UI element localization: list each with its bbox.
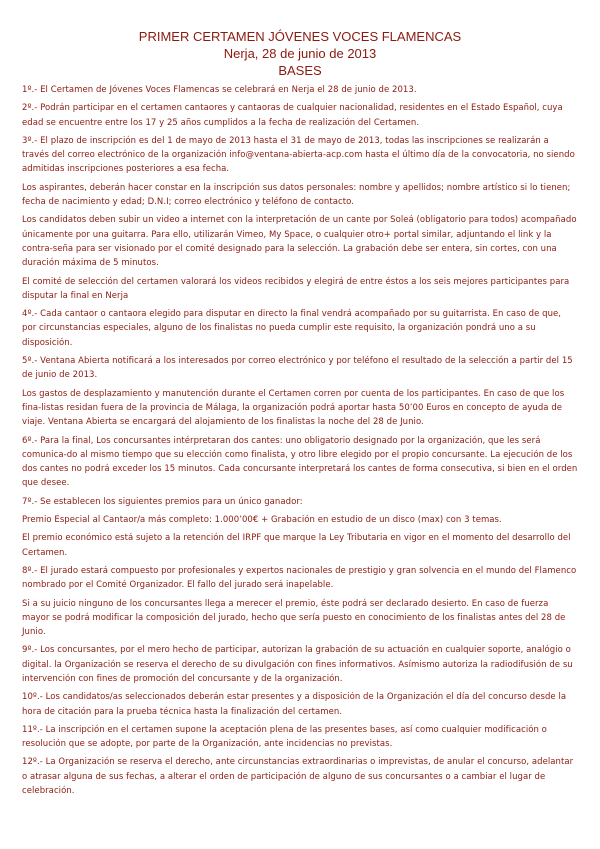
paragraph: Los aspirantes, deberán hacer constar en la inscripción sus datos personales: nombre y apellidos; nombre artístico si lo tienen; fecha de nacimiento y edad; D.N.I; correo electrónico y teléfono de contacto. xyxy=(22,182,571,208)
paragraph: Los candidatos deben subir un video a internet con la interpretación de un cante por Soleá (obligatorio para todos) acompañado únicamente por una guitarra. Para ello, utilizarán Vimeo, My Space, o cualquier otro+ portal similar, adjuntando el link y la contra-seña para ser visionado por el comité designado para la selección. La grabación debe ser entera, sin cortes, con una duración máxima de 5 minutos. xyxy=(22,215,577,269)
paragraph: El comité de selección del certamen valorará los videos recibidos y elegirá de entre éstos a los seis mejores participantes para disputar la final en Nerja xyxy=(22,276,570,301)
paragraph: 5º.- Ventana Abierta notificará a los interesados por correo electrónico y por teléfono el resultado de la selección a partir del 15 de junio de 2013. xyxy=(22,356,573,381)
paragraph: 11º.- La inscripción en el certamen supone la aceptación plena de las presentes bases, así como cualquier modificación o resolución que se adopte, por parte de la Organización, ante incidencias no previstas. xyxy=(22,724,547,750)
paragraph: 6º.- Para la final, Los concursantes intérpretaran dos cantes: uno obligatorio designado por la organización, que les será comunica-do al mismo tiempo que su elección como finalista, y otro libre elegido por el propio concursante. La ejecución de los dos cantes no podrá exceder los 15 minutos. Cada concursante interpretará los cantes de forma consecutiva, si bien en el orden que desee. xyxy=(22,435,578,489)
paragraph: Los gastos de desplazamiento y manutención durante el Certamen corren por cuenta de los participantes. En caso de que los fina-listas residan fuera de la provincia de Málaga, la organización podrá aportar hasta 50’00 Euros en concepto de ayuda de viaje. Ventana Abierta se encargará del alojamiento de los finalistas la noche del 28 de Junio. xyxy=(22,388,565,428)
paragraph: 7º.- Se establecen los siguientes premios para un único ganador: xyxy=(22,496,303,507)
paragraph: 8º.- El jurado estará compuesto por profesionales y expertos nacionales de prestigio y gran solvencia en el mundo del Flamenco nombrado por el Comité Organizador. El fallo del jurado será inapelable. xyxy=(22,565,577,591)
paragraph: 2º.- Podrán participar en el certamen cantaores y cantaoras de cualquier nacionalidad, residentes en el Estado Español, cuya edad se encuentre entre los 17 y 25 años cumplidos a la fecha de realización del Certamen. xyxy=(22,103,563,128)
paragraph: 12º.- La Organización se reserva el derecho, ante circunstancias extraordinarias o imprevistas, de anular el concurso, adelantar o atrasar alguna de sus fechas, a alterar el orden de participación de alguno de sus concursantes o a cambiar el lugar de celebración. xyxy=(22,757,574,797)
paragraph: Premio Especial al Cantaor/a más completo: 1.000’00€ + Grabación en estudio de un disco (max) con 3 temas. xyxy=(22,515,502,526)
paragraph: 10º.- Los candidatos/as seleccionados deberán estar presentes y a disposición de la Organización el día del concurso desde la hora de citación para la prueba técnica hasta la finalización del certamen. xyxy=(22,692,567,717)
paragraph: 3º.- El plazo de inscripción es del 1 de mayo de 2013 hasta el 31 de mayo de 2013, todas las inscripciones se realizarán a través del correo electrónico de la organización info@ventana-abierta-acp.com hasta el último día de la convocatoria, no siendo admitidas inscripciones posteriores a esa fecha. xyxy=(22,135,575,175)
title-line-2: Nerja, 28 de junio de 2013 xyxy=(223,46,377,61)
title-line-3: BASES xyxy=(278,63,322,78)
document-body xyxy=(22,83,578,798)
title-line-1: PRIMER CERTAMEN JÓVENES VOCES FLAMENCAS xyxy=(138,29,462,44)
paragraph: 4º.- Cada cantaor o cantaora elegido para disputar en directo la final vendrá acompañado por su guitarrista. En caso de que, por circunstancias especiales, alguno de los finalistas no pueda cumplir este requisito, la organización pondrá uno a su disposición. xyxy=(22,309,562,348)
paragraph: 9º.- Los concursantes, por el mero hecho de participar, autorizan la grabación de su actuación en cualquier soporte, analógio o digital. la Organización se reserva el derecho de su divulgación con fines informativos. Asímismo autoriza la radiodifusión de su intervención con fines de promoción del concursante y de la organización. xyxy=(22,645,573,684)
paragraph: 1º.- El Certamen de Jóvenes Voces Flamencas se celebrará en Nerja el 28 de junio de 2013. xyxy=(22,85,417,95)
document-title xyxy=(22,28,578,79)
paragraph: El premio económico está sujeto a la retención del IRPF que marque la Ley Tributaria en vigor en el momento del desarrollo del Certamen. xyxy=(22,533,571,558)
paragraph: Si a su juicio ninguno de los concursantes llega a merecer el premio, éste podrá ser declarado desierto. En caso de fuerza mayor se podrá modificar la composición del jurado, hecho que sería puesto en conocimiento de los finalistas antes del 28 de Junio. xyxy=(22,598,566,638)
